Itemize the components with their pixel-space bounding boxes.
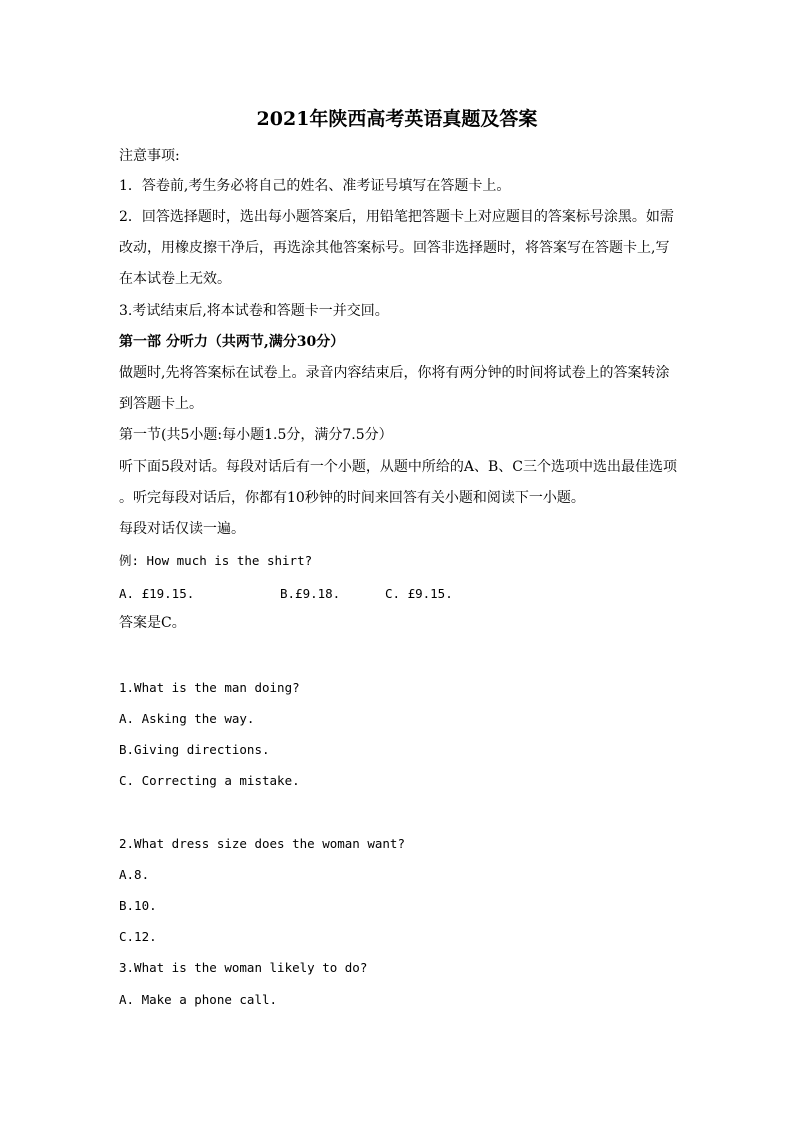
part1-intro-line: 做题时,先将答案标在试卷上。录音内容结束后，你将有两分钟的时间将试卷上的答案转涂	[119, 365, 670, 381]
question-2: 2.What dress size does the woman want?	[119, 836, 405, 851]
section1-intro-line: 每段对话仅读一遍。	[119, 521, 245, 537]
example-answer: 答案是C。	[119, 615, 186, 631]
notice-line: 改动，用橡皮擦干净后，再选涂其他答案标号。回答非选择题时，将答案写在答题卡上,写	[119, 240, 670, 256]
part1-intro-line: 到答题卡上。	[119, 396, 203, 412]
notice-heading: 注意事项:	[119, 148, 180, 164]
notice-line: 3.考试结束后,将本试卷和答题卡一并交回。	[119, 303, 389, 319]
question-3: 3.What is the woman likely to do?	[119, 960, 368, 975]
example-option-b: B.£9.18.	[280, 586, 341, 601]
question-1-option-c: C. Correcting a mistake.	[119, 773, 300, 788]
notice-line: 在本试卷上无效。	[119, 271, 231, 287]
question-2-option-a: A.8.	[119, 867, 150, 882]
question-1-option-a: A. Asking the way.	[119, 711, 255, 726]
notice-line: 1．答卷前,考生务必将自己的姓名、准考证号填写在答题卡上。	[119, 178, 511, 194]
section1-intro-line: 。听完每段对话后，你都有10秒钟的时间来回答有关小题和阅读下一小题。	[119, 490, 585, 506]
example-question: 例: How much is the shirt?	[119, 553, 313, 568]
example-option-c: C. £9.15.	[385, 586, 453, 601]
part1-heading: 第一部 分听力（共两节,满分30分）	[119, 334, 345, 350]
section1-intro-line: 听下面5段对话。每段对话后有一个小题，从题中所给的A、B、C三个选项中选出最佳选项	[119, 459, 678, 475]
question-2-option-b: B.10.	[119, 898, 157, 913]
question-3-option-a: A. Make a phone call.	[119, 992, 278, 1007]
section1-heading: 第一节(共5小题:每小题1.5分，满分7.5分）	[119, 427, 393, 443]
question-1-option-b: B.Giving directions.	[119, 742, 270, 757]
example-option-a: A. £19.15.	[119, 586, 195, 601]
document-title: 2021年陕西高考英语真题及答案	[256, 108, 538, 130]
notice-line: 2．回答选择题时，选出每小题答案后，用铅笔把答题卡上对应题目的答案标号涂黑。如需	[119, 209, 674, 225]
question-1: 1.What is the man doing?	[119, 680, 300, 695]
question-2-option-c: C.12.	[119, 929, 157, 944]
